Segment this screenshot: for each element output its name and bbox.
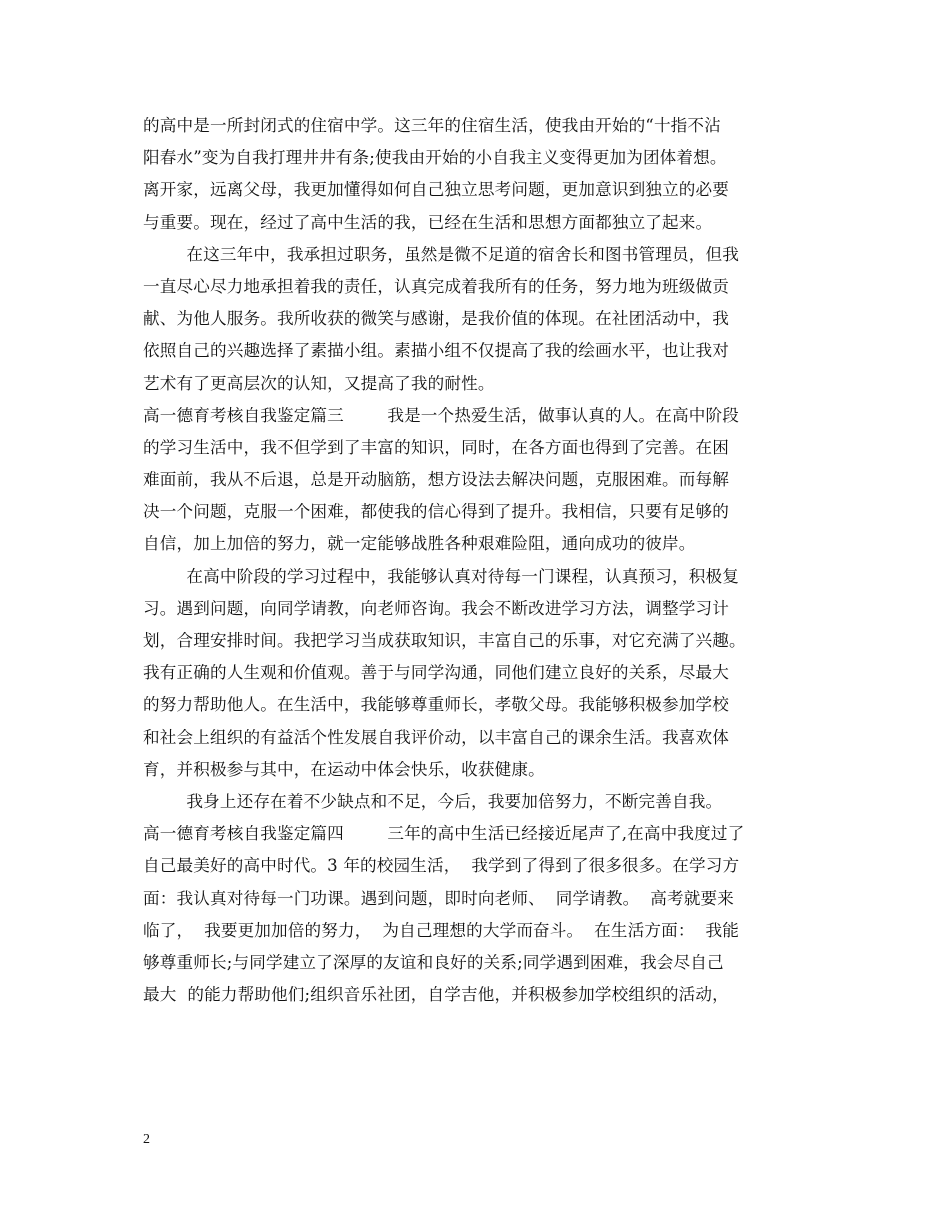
text-line: 我有正确的人生观和价值观。善于与同学沟通，同他们建立良好的关系，尽最大 [143, 663, 730, 683]
text-line: 难面前，我从不后退，总是开动脑筋，想方设法去解决问题，克服困难。而每解 [143, 470, 730, 490]
text-line: 在这三年中，我承担过职务，虽然是微不足道的宿舍长和图书管理员，但我 [143, 244, 739, 264]
text-line: 够尊重师长;与同学建立了深厚的友谊和良好的关系;同学遇到困难，我会尽自己 [143, 952, 724, 972]
text-line: 和社会上组织的有益活个性发展自我评价动，以丰富自己的课余生活。我喜欢体 [143, 727, 730, 747]
text-line: 阳春水”变为自我打理井井有条;使我由开始的小自我主义变得更加为团体着想。 [143, 148, 727, 168]
text-line: 艺术有了更高层次的认知，又提高了我的耐性。 [143, 373, 495, 393]
text-line: 的学习生活中，我不但学到了丰富的知识，同时，在各方面也得到了完善。在困 [143, 437, 730, 457]
text-line: 自信，加上加倍的努力，就一定能够战胜各种艰难险阻，通向成功的彼岸。 [143, 534, 696, 554]
text-line: 决一个问题，克服一个困难，都使我的信心得到了提升。我相信，只要有足够的 [143, 502, 730, 522]
section-heading-line: 高一德育考核自我鉴定篇三 我是一个热爱生活，做事认真的人。在高中阶段 [143, 405, 739, 425]
text-line: 我身上还存在着不少缺点和不足，今后，我要加倍努力，不断完善自我。 [143, 791, 723, 811]
text-line: 育，并积极参与其中，在运动中体会快乐，收获健康。 [143, 759, 545, 779]
text-line: 依照自己的兴趣选择了素描小组。素描小组不仅提高了我的绘画水平，也让我对 [143, 341, 730, 361]
text-line: 离开家，远离父母，我更加懂得如何自己独立思考问题，更加意识到独立的必要 [143, 180, 730, 200]
section-heading-line: 高一德育考核自我鉴定篇四 三年的高中生活已经接近尾声了,在高中我度过了 [143, 824, 745, 844]
text-line: 面：我认真对待每一门功课。遇到问题，即时向老师、 同学请教。 高考就要来 [143, 888, 734, 908]
text-line: 习。遇到问题，向同学请教，向老师咨询。我会不断改进学习方法，调整学习计 [143, 598, 730, 618]
page-number: 2 [143, 1132, 150, 1147]
text-line: 划，合理安排时间。我把学习当成获取知识，丰富自己的乐事，对它充满了兴趣。 [143, 631, 746, 650]
text-line: 临了， 我要更加加倍的努力， 为自己理想的大学而奋斗。 在生活方面： 我能 [143, 920, 739, 940]
text-line: 的高中是一所封闭式的住宿中学。这三年的住宿生活，使我由开始的“十指不沾 [143, 116, 721, 135]
text-line: 自己最美好的高中时代。3 年的校园生活， 我学到了得到了很多很多。在学习方 [143, 856, 740, 876]
text-line: 献、为他人服务。我所收获的微笑与感谢，是我价值的体现。在社团活动中，我 [143, 309, 730, 329]
text-line: 在高中阶段的学习过程中，我能够认真对待每一门课程，认真预习，积极复 [143, 566, 739, 586]
text-line: 与重要。现在，经过了高中生活的我，已经在生活和思想方面都独立了起来。 [143, 212, 713, 232]
body-text [143, 110, 833, 1011]
text-line: 最大 的能力帮助他们;组织音乐社团，自学吉他，并积极参加学校组织的活动， [143, 985, 729, 1005]
text-line: 一直尽心尽力地承担着我的责任，认真完成着我所有的任务，努力地为班级做贡 [143, 276, 730, 296]
text-line: 的努力帮助他人。在生活中，我能够尊重师长，孝敬父母。我能够积极参加学校 [143, 695, 730, 715]
